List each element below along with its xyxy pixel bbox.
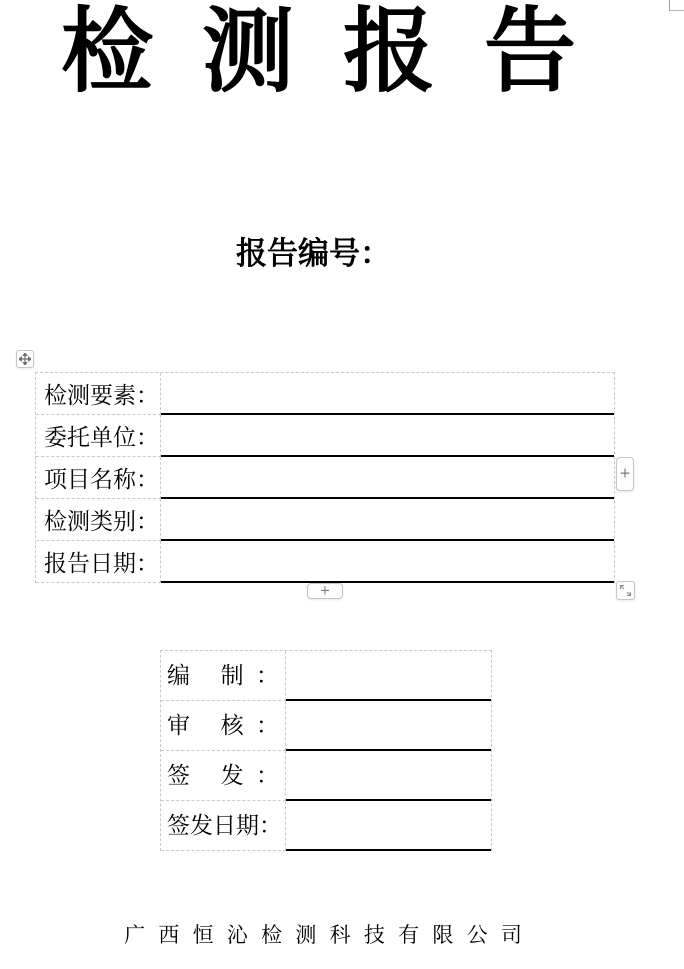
info-value-client-unit[interactable]	[161, 415, 614, 457]
margin-corner-mark	[670, 10, 684, 11]
info-label-report-date: 报告日期：	[36, 541, 161, 583]
info-value-project-name[interactable]	[161, 457, 614, 499]
info-label-client-unit: 委托单位：	[36, 415, 161, 457]
info-value-test-category[interactable]	[161, 499, 614, 541]
sig-label-prepared-by: 编 制：	[161, 651, 286, 701]
plus-icon: +	[619, 465, 631, 482]
info-value-report-date[interactable]	[161, 541, 614, 583]
report-info-table	[35, 372, 615, 583]
report-number-label: 报告编号：	[236, 236, 391, 271]
sig-value-issue-date[interactable]	[286, 801, 491, 851]
sig-value-reviewed-by[interactable]	[286, 701, 491, 751]
table-move-handle[interactable]	[16, 350, 34, 368]
resize-diagonal-icon	[619, 584, 632, 597]
info-label-test-elements: 检测要素：	[36, 373, 161, 415]
info-label-test-category: 检测类别：	[36, 499, 161, 541]
add-column-button[interactable]	[616, 457, 634, 491]
add-row-button[interactable]	[307, 583, 343, 599]
signature-table	[160, 650, 492, 851]
sig-value-issued-by[interactable]	[286, 751, 491, 801]
page-title: 检 测 报 告	[60, 1, 589, 103]
move-icon	[19, 353, 31, 365]
sig-label-reviewed-by: 审 核：	[161, 701, 286, 751]
sig-value-prepared-by[interactable]	[286, 651, 491, 701]
footer-company-name: 广 西 恒 沁 检 测 科 技 有 限 公 司	[124, 923, 526, 947]
plus-icon: +	[319, 583, 331, 598]
sig-label-issue-date: 签发日期：	[161, 801, 286, 851]
table-resize-handle[interactable]	[616, 581, 635, 600]
info-label-project-name: 项目名称：	[36, 457, 161, 499]
info-value-test-elements[interactable]	[161, 373, 614, 415]
sig-label-issued-by: 签 发：	[161, 751, 286, 801]
